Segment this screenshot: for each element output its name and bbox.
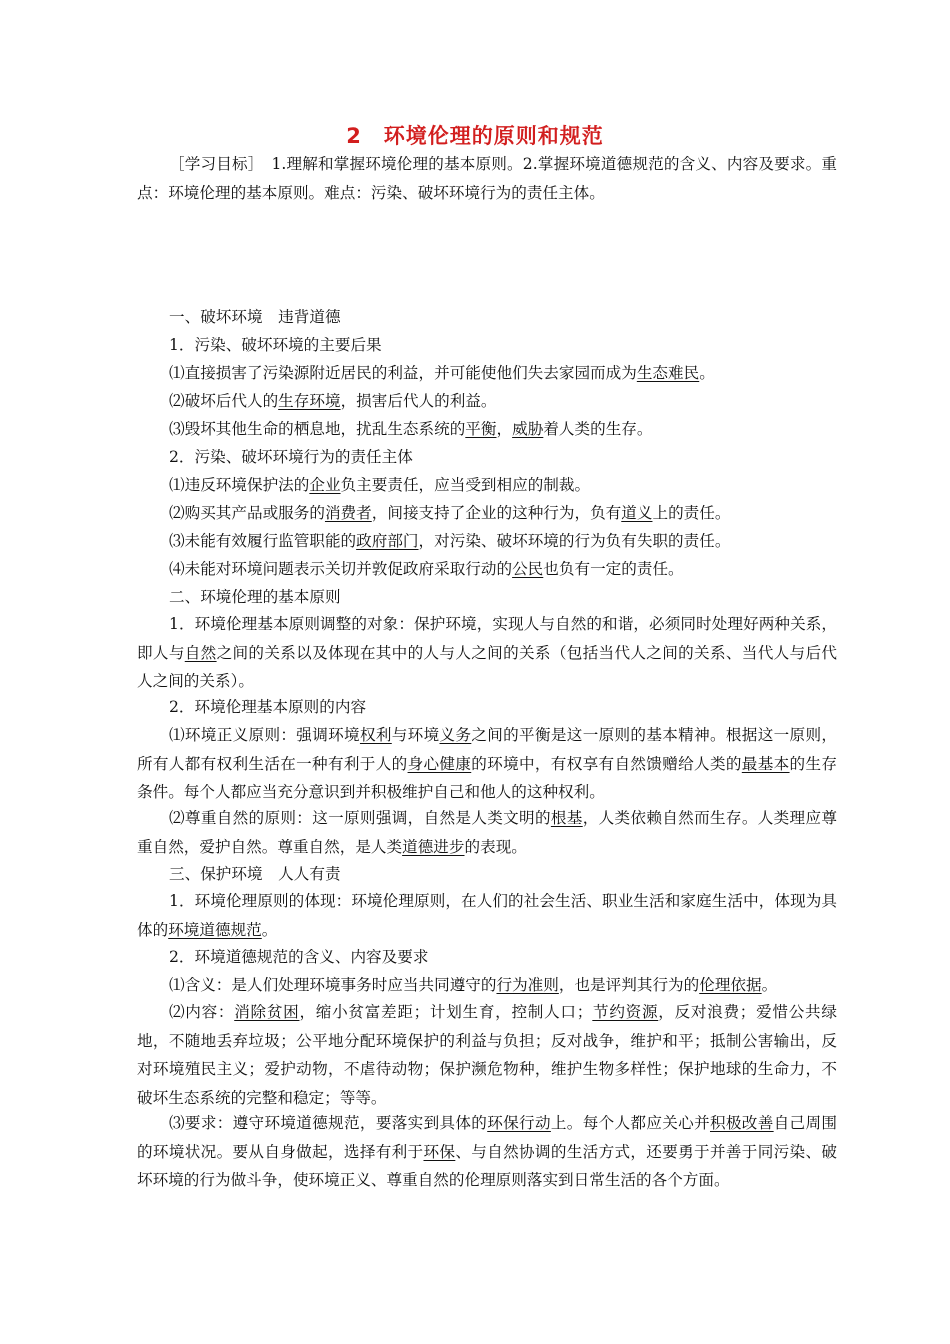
underlined-term: 威胁 [512, 420, 544, 438]
lesson-title: 2 环境伦理的原则和规范 [346, 124, 604, 148]
paragraph: ⑶毁坏其他生命的栖息地，扰乱生态系统的平衡，威胁着人类的生存。 [169, 420, 653, 438]
underlined-term: 权利 [359, 726, 392, 744]
underlined-term: 政府部门 [356, 532, 419, 550]
section-1-subheading-2: 2．污染、破坏环境行为的责任主体 [169, 448, 413, 466]
underlined-term: 平衡 [465, 420, 497, 438]
paragraph: ⑵内容：消除贫困，缩小贫富差距；计划生育，控制人口；节约资源，反对浪费；爱惜公共绿地，不随地丢弃垃圾；公平地分配环境保护的利益与负担；反对战争，维护和平；抵制公害输出，反对环境殖民主义；爱护动物，不虐待动物；保护濒危物种，维护生物多样性；保护地球的生命力，不破坏生态系统的完整和稳定；等等。 [137, 1003, 837, 1107]
section-1-heading: 一、破坏环境 违背道德 [169, 308, 341, 326]
underlined-term: 企业 [309, 476, 341, 494]
section-2-heading: 二、环境伦理的基本原则 [169, 588, 341, 606]
underlined-term: 消费者 [324, 504, 372, 522]
underlined-term: 环保 [423, 1142, 456, 1161]
underlined-term: 道义 [621, 504, 653, 522]
underlined-term: 自然 [184, 643, 217, 662]
paragraph: ⑴含义：是人们处理环境事务时应当共同遵守的行为准则，也是评判其行为的伦理依据。 [169, 976, 778, 994]
underlined-term: 环保行动 [487, 1114, 551, 1132]
section-1-subheading-1: 1．污染、破坏环境的主要后果 [169, 336, 382, 354]
paragraph: 1．环境伦理基本原则调整的对象：保护环境，实现人与自然的和谐，必须同时处理好两种关系，即人与自然之间的关系以及体现在其中的人与人之间的关系（包括当代人之间的关系、当代人与后代人之间的关系）。 [137, 615, 837, 690]
underlined-term: 生存环境 [278, 392, 341, 410]
paragraph: ⑵破坏后代人的生存环境，损害后代人的利益。 [169, 392, 497, 410]
paragraph: ⑴环境正义原则：强调环境权利与环境义务之间的平衡是这一原则的基本精神。根据这一原则，所有人都有权利生活在一种有利于人的身心健康的环境中，有权享有自然馈赠给人类的最基本的生存条件。每个人都应当充分意识到并积极维护自己和他人的这种权利。 [137, 726, 837, 801]
underlined-term: 节约资源 [592, 1003, 659, 1021]
section-3-subheading: 2．环境道德规范的含义、内容及要求 [169, 948, 429, 966]
paragraph: 1．环境伦理原则的体现：环境伦理原则，在人们的社会生活、职业生活和家庭生活中，体现为具体的环境道德规范。 [137, 892, 837, 939]
underlined-term: 环境道德规范 [168, 920, 262, 939]
learning-objectives: ［学习目标］ 1.理解和掌握环境伦理的基本原则。2.掌握环境道德规范的含义、内容及要求。重点：环境伦理的基本原则。难点：污染、破坏环境行为的责任主体。 [137, 155, 837, 202]
paragraph: ⑵购买其产品或服务的消费者，间接支持了企业的这种行为，负有道义上的责任。 [169, 504, 731, 522]
underlined-term: 消除贫困 [234, 1003, 300, 1021]
paragraph: ⑶要求：遵守环境道德规范，要落实到具体的环保行动上。每个人都应关心并积极改善自己周围的环境状况。要从自身做起，选择有利于环保、与自然协调的生活方式，还要勇于并善于同污染、破坏环境的行为做斗争，使环境正义、尊重自然的伦理原则落实到日常生活的各个方面。 [137, 1114, 837, 1189]
underlined-term: 积极改善 [709, 1114, 774, 1132]
underlined-term: 根基 [550, 809, 583, 827]
underlined-term: 道德进步 [402, 837, 465, 856]
underlined-term: 伦理依据 [699, 976, 762, 994]
paragraph: ⑵尊重自然的原则：这一原则强调，自然是人类文明的根基，人类依赖自然而生存。人类理应尊重自然，爱护自然。尊重自然，是人类道德进步的表现。 [137, 809, 837, 856]
paragraph: ⑴违反环境保护法的企业负主要责任，应当受到相应的制裁。 [169, 476, 591, 494]
paragraph: ⑴直接损害了污染源附近居民的利益，并可能使他们失去家园而成为生态难民。 [169, 364, 715, 382]
paragraph: ⑶未能有效履行监管职能的政府部门，对污染、破坏环境的行为负有失职的责任。 [169, 532, 731, 550]
underlined-term: 行为准则 [496, 976, 559, 994]
underlined-term: 最基本 [741, 754, 790, 773]
underlined-term: 义务 [439, 726, 472, 744]
underlined-term: 身心健康 [407, 754, 472, 773]
section-2-subheading: 2．环境伦理基本原则的内容 [169, 698, 367, 716]
underlined-term: 生态难民 [636, 364, 700, 382]
underlined-term: 公民 [512, 560, 544, 578]
section-3-heading: 三、保护环境 人人有责 [169, 865, 341, 883]
paragraph: ⑷未能对环境问题表示关切并敦促政府采取行动的公民也负有一定的责任。 [169, 560, 684, 578]
